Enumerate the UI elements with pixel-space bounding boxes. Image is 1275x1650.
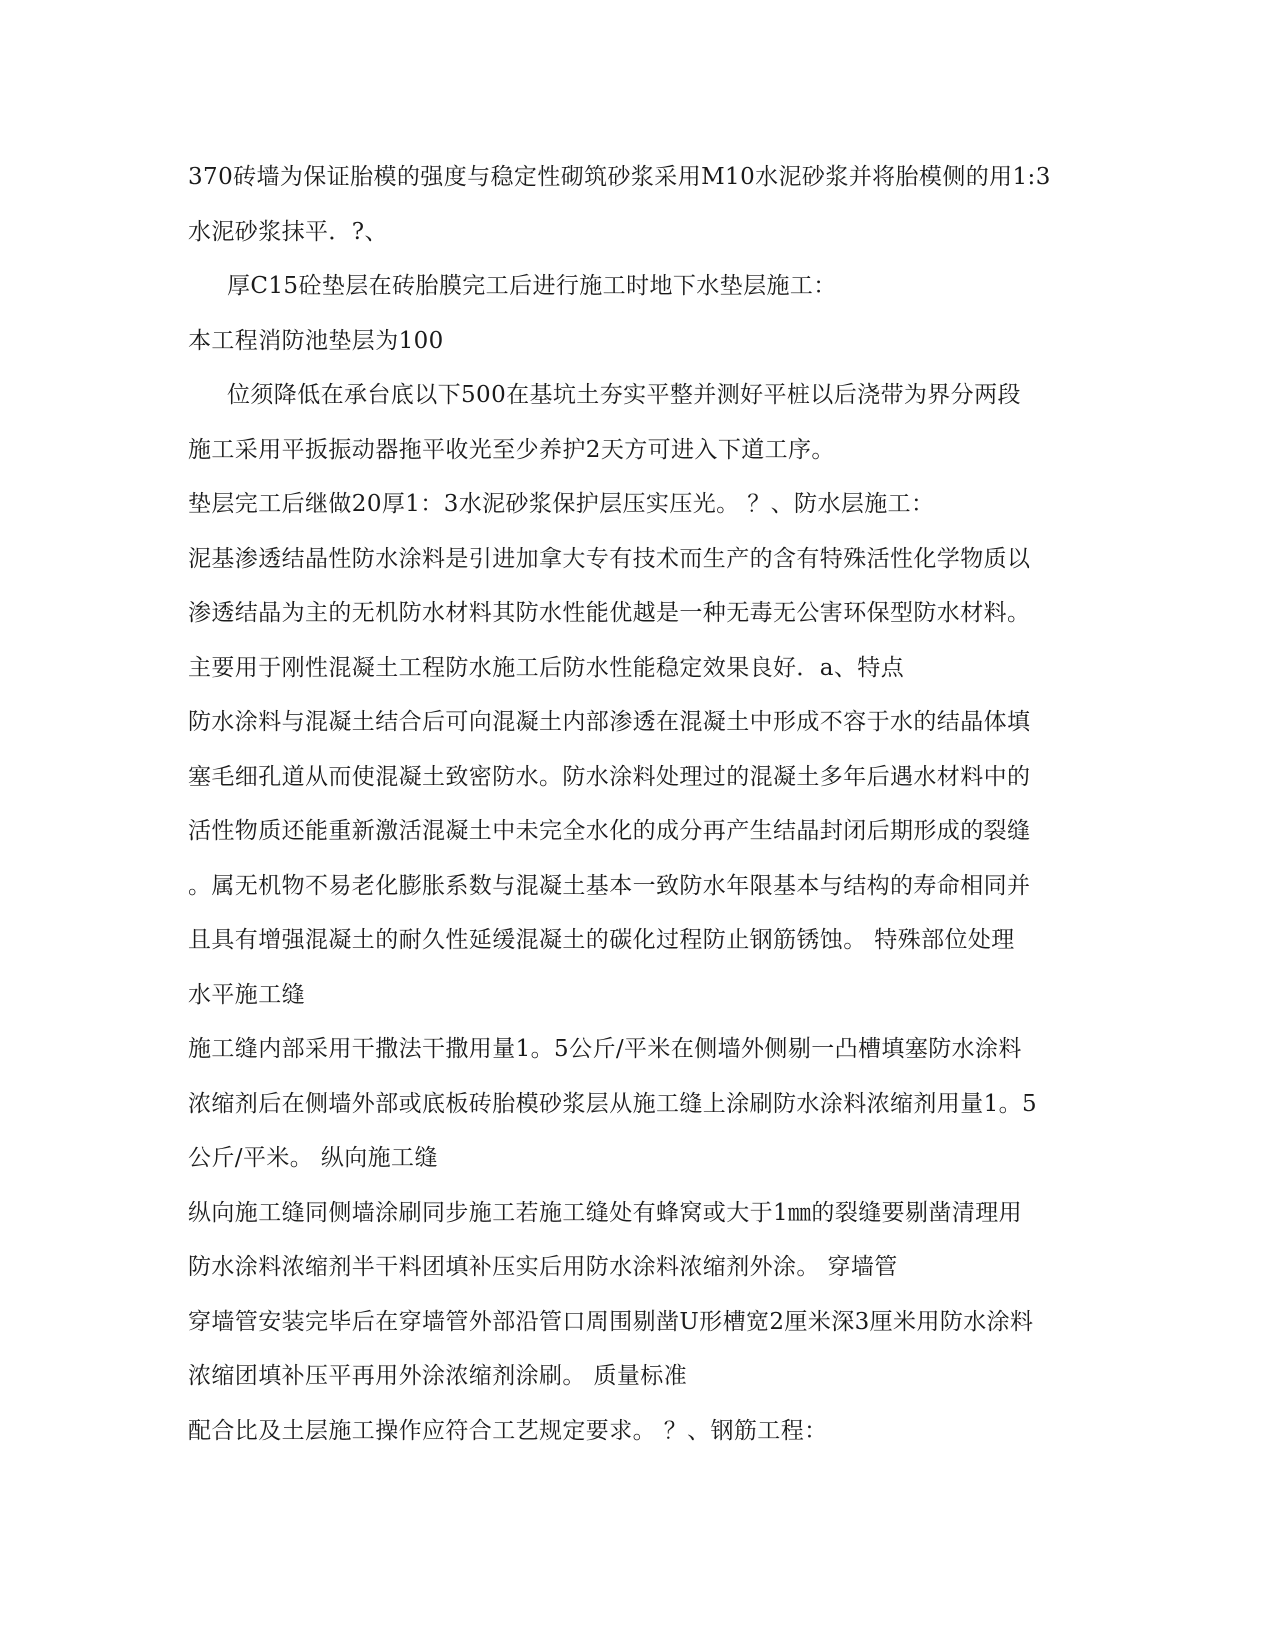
text-line: 塞毛细孔道从而使混凝土致密防水。防水涂料处理过的混凝土多年后遇水材料中的 — [188, 763, 1031, 790]
text-line: 纵向施工缝同侧墙涂刷同步施工若施工缝处有蜂窝或大于1㎜的裂缝要剔凿清理用 — [188, 1199, 1023, 1226]
text-line: 配合比及土层施工操作应符合工艺规定要求。 ？、钢筋工程： — [188, 1417, 828, 1444]
text-line: 施工缝内部采用干撒法干撒用量1。5公斤/平米在侧墙外侧剔一凸槽填塞防水涂料 — [188, 1036, 1022, 1062]
text-line: 370砖墙为保证胎模的强度与稳定性砌筑砂浆采用M10水泥砂浆并将胎模侧的用1:3 — [188, 164, 1051, 190]
text-line: 防水涂料与混凝土结合后可向混凝土内部渗透在混凝土中形成不容于水的结晶体填 — [188, 709, 1031, 735]
text-line: 浓缩剂后在侧墙外部或底板砖胎模砂浆层从施工缝上涂刷防水涂料浓缩剂用量1。5 — [188, 1090, 1038, 1117]
text-line: 水泥砂浆抹平．?、 — [188, 218, 388, 245]
text-line: 渗透结晶为主的无机防水材料其防水性能优越是一种无毒无公害环保型防水材料。 — [188, 600, 1031, 626]
text-line: 厚C15砼垫层在砖胎膜完工后进行施工时地下水垫层施工： — [227, 273, 837, 299]
text-line: 防水涂料浓缩剂半干料团填补压实后用防水涂料浓缩剂外涂。 穿墙管 — [188, 1254, 898, 1280]
text-line: 垫层完工后继做20厚1：3水泥砂浆保护层压实压光。 ？、防水层施工： — [188, 491, 935, 517]
text-line: 位须降低在承台底以下500在基坑土夯实平整并测好平桩以后浇带为界分两段 — [227, 382, 1021, 408]
text-line: 水平施工缝 — [188, 981, 305, 1008]
text-line: 。属无机物不易老化膨胀系数与混凝土基本一致防水年限基本与结构的寿命相同并 — [188, 872, 1031, 899]
text-line: 本工程消防池垫层为100 — [188, 327, 444, 354]
text-line: 泥基渗透结晶性防水涂料是引进加拿大专有技术而生产的含有特殊活性化学物质以 — [188, 545, 1031, 572]
text-line: 活性物质还能重新激活混凝土中未完全水化的成分再产生结晶封闭后期形成的裂缝 — [188, 818, 1031, 844]
text-line: 穿墙管安装完毕后在穿墙管外部沿管口周围剔凿U形槽宽2厘米深3厘米用防水涂料 — [188, 1308, 1034, 1335]
text-line: 施工采用平扳振动器拖平收光至少养护2天方可进入下道工序。 — [188, 436, 835, 463]
text-line: 公斤/平米。 纵向施工缝 — [188, 1145, 438, 1171]
text-line: 主要用于刚性混凝土工程防水施工后防水性能稳定效果良好．a、特点 — [188, 654, 905, 681]
text-line: 且具有增强混凝土的耐久性延缓混凝土的碳化过程防止钢筋锈蚀。 特殊部位处理 — [188, 927, 1015, 953]
body-text — [188, 164, 1088, 1472]
text-line: 浓缩团填补压平再用外涂浓缩剂涂刷。 质量标准 — [188, 1363, 688, 1389]
